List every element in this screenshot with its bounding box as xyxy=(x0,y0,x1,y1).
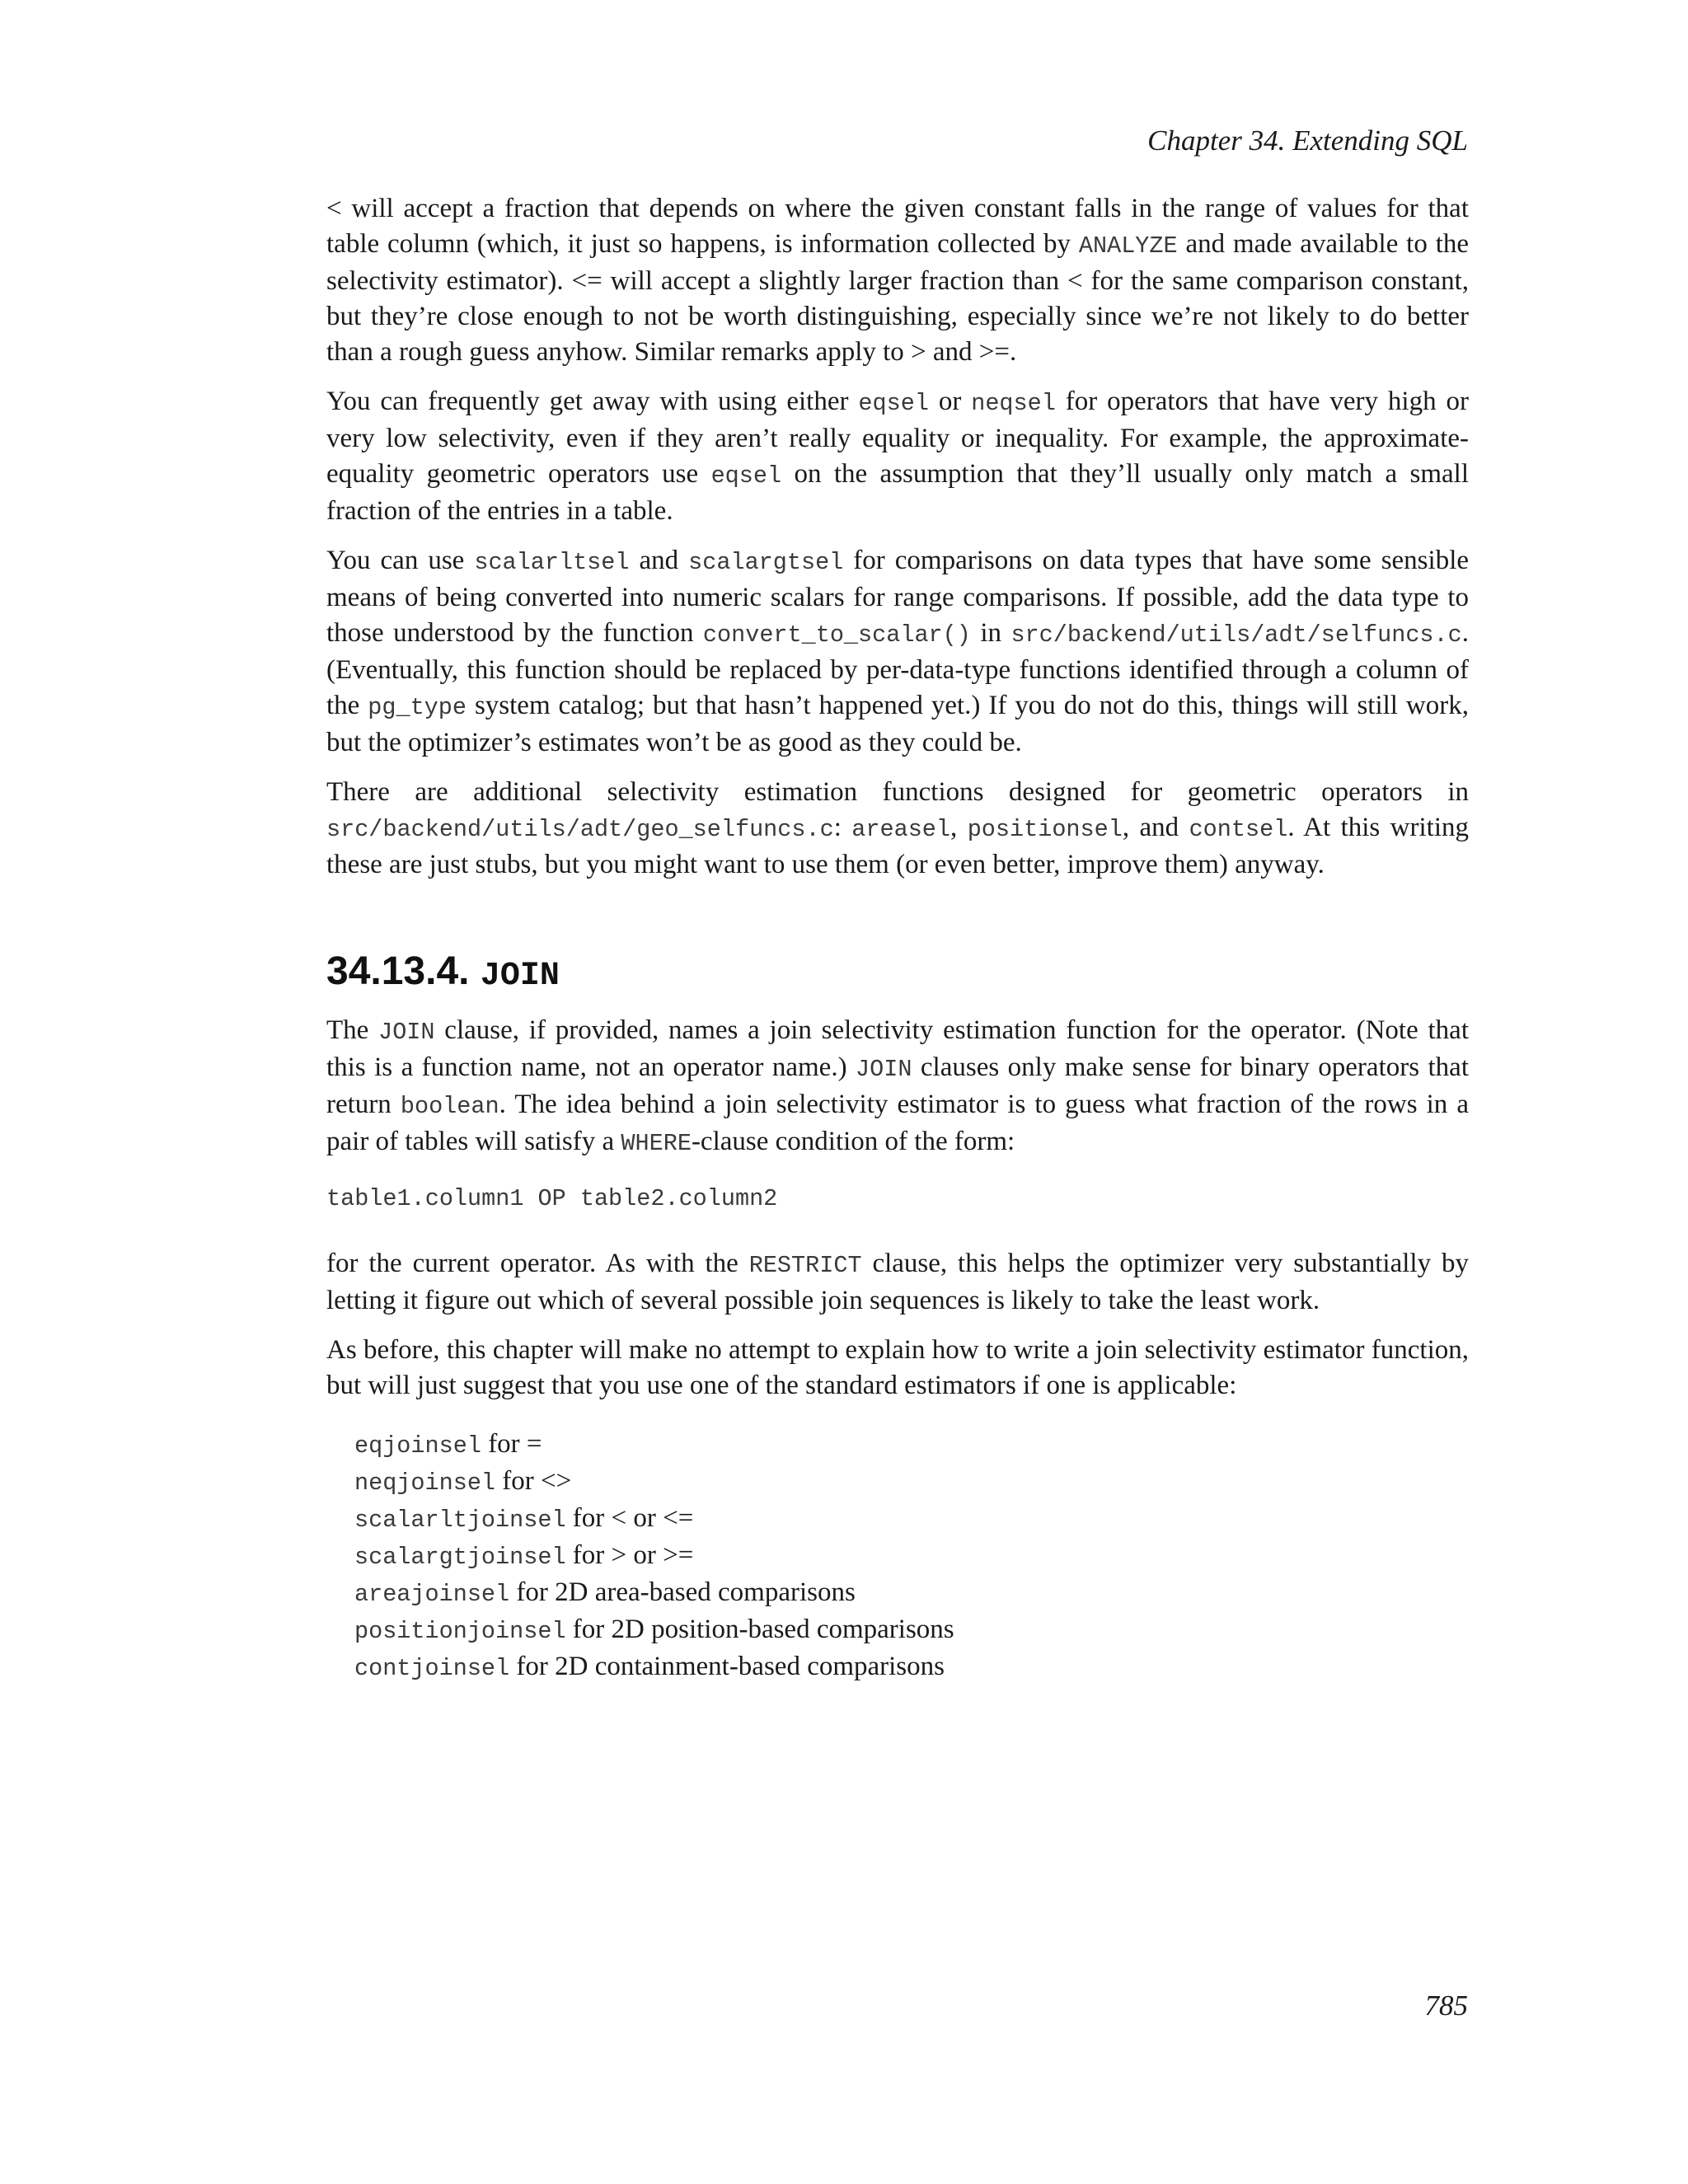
estimator-name: contjoinsel xyxy=(354,1655,510,1682)
code-pg-type: pg_type xyxy=(368,694,467,721)
code-scalargtsel: scalargtsel xyxy=(688,549,844,576)
estimator-name: neqjoinsel xyxy=(354,1469,496,1497)
page-number: 785 xyxy=(1424,1990,1468,2022)
code-neqsel: neqsel xyxy=(971,390,1056,417)
code-join: JOIN xyxy=(378,1019,435,1046)
list-item: scalargtjoinsel for > or >= xyxy=(354,1540,694,1571)
paragraph-lt-operator: < will accept a fraction that depends on where the given constant falls in the range of values for that table column (which, it just so happens, is information collected by ANALYZE and made available to the selectivity estimator). <= will accept a slightly larger fraction than < for the same comparison constant, but they’re close enough to not be worth distinguishing, especially since we’re not likely to do better than a rough guess anyhow. Similar remarks apply to > and >=. xyxy=(326,194,1470,367)
estimator-name: scalarltjoinsel xyxy=(354,1507,566,1534)
paragraph-eqsel: You can frequently get away with using either eqsel or neqsel for operators that have very high or very low selectivity, even if they aren’t really equality or inequality. For example, the approximate-equality geometric operators use eqsel on the assumption that they’ll usually only match a small fraction of the entries in a table. xyxy=(326,387,1469,526)
paragraph-join-clause: The JOIN clause, if provided, names a join selectivity estimation function for the operator. (Note that this is a function name, not an operator name.) JOIN clauses only make sense for binary operators that return boolean. The idea behind a join selectivity estimator is to guess what fraction of the rows in a pair of tables will satisfy a WHERE-clause condition of the form: xyxy=(326,1015,1469,1157)
list-item: contjoinsel for 2D containment-based comparisons xyxy=(354,1652,945,1682)
list-item: neqjoinsel for <> xyxy=(354,1466,572,1497)
section-heading xyxy=(326,949,1469,1000)
paragraph-as-before: As before, this chapter will make no attempt to explain how to write a join selectivity estimator function, but will just suggest that you use one of the standard estimators if one is applicable: xyxy=(326,1335,1469,1400)
page-content xyxy=(326,191,1469,1686)
paragraph-restrict: for the current operator. As with the RESTRICT clause, this helps the optimizer very substantially by letting it figure out which of several possible join sequences is likely to take the least work. xyxy=(326,1249,1469,1315)
list-item: eqjoinsel for = xyxy=(354,1429,542,1460)
list-item: areajoinsel for 2D area-based comparisons xyxy=(354,1577,856,1608)
section-number: 34.13.4. xyxy=(326,949,470,993)
paragraph-scalarltsel: You can use scalarltsel and scalargtsel for comparisons on data types that have some sensible means of being converted into numeric scalars for range comparisons. If possible, add the data type to those understood by the function convert_to_scalar() in src/backend/utils/adt/selfuncs.c. (Eventually, this function should be replaced by per-data-type functions identified through a column of the pg_type system catalog; but that hasn’t happened yet.) If you do not do this, things will still work, but the optimizer’s estimates won’t be as good as they could be. xyxy=(326,546,1470,757)
code-areasel: areasel xyxy=(851,816,951,843)
code-eqsel: eqsel xyxy=(710,462,782,490)
code-where: WHERE xyxy=(621,1130,692,1157)
paragraph-geometric: There are additional selectivity estimation functions designed for geometric operators in src/backend/utils/adt/geo_selfuncs.c: areasel, positionsel, and contsel. At this writing these are just stubs, but you might want to use them (or even better, improve them) anyway. xyxy=(326,777,1469,879)
code-analyze: ANALYZE xyxy=(1078,232,1178,260)
code-scalarltsel: scalarltsel xyxy=(474,549,630,576)
estimator-name: eqjoinsel xyxy=(354,1432,481,1460)
code-convert-to-scalar: convert_to_scalar() xyxy=(702,621,971,649)
code-join: JOIN xyxy=(856,1056,912,1083)
code-contsel: contsel xyxy=(1189,816,1288,843)
code-selfuncs-path: src/backend/utils/adt/selfuncs.c xyxy=(1010,621,1462,649)
list-item: scalarltjoinsel for < or <= xyxy=(354,1503,694,1534)
code-positionsel: positionsel xyxy=(967,816,1123,843)
running-header: Chapter 34. Extending SQL xyxy=(1147,124,1468,157)
code-geo-selfuncs-path: src/backend/utils/adt/geo_selfuncs.c xyxy=(326,816,834,843)
estimator-list xyxy=(354,1427,1469,1686)
code-example: table1.column1 OP table2.column2 xyxy=(326,1185,778,1212)
code-eqsel: eqsel xyxy=(858,390,929,417)
code-boolean: boolean xyxy=(400,1093,499,1120)
section-code-title: JOIN xyxy=(480,958,560,995)
estimator-name: scalargtjoinsel xyxy=(354,1544,566,1571)
code-restrict: RESTRICT xyxy=(748,1252,862,1279)
estimator-name: positionjoinsel xyxy=(354,1618,566,1645)
list-item: positionjoinsel for 2D position-based comparisons xyxy=(354,1615,954,1645)
estimator-name: areajoinsel xyxy=(354,1581,510,1608)
